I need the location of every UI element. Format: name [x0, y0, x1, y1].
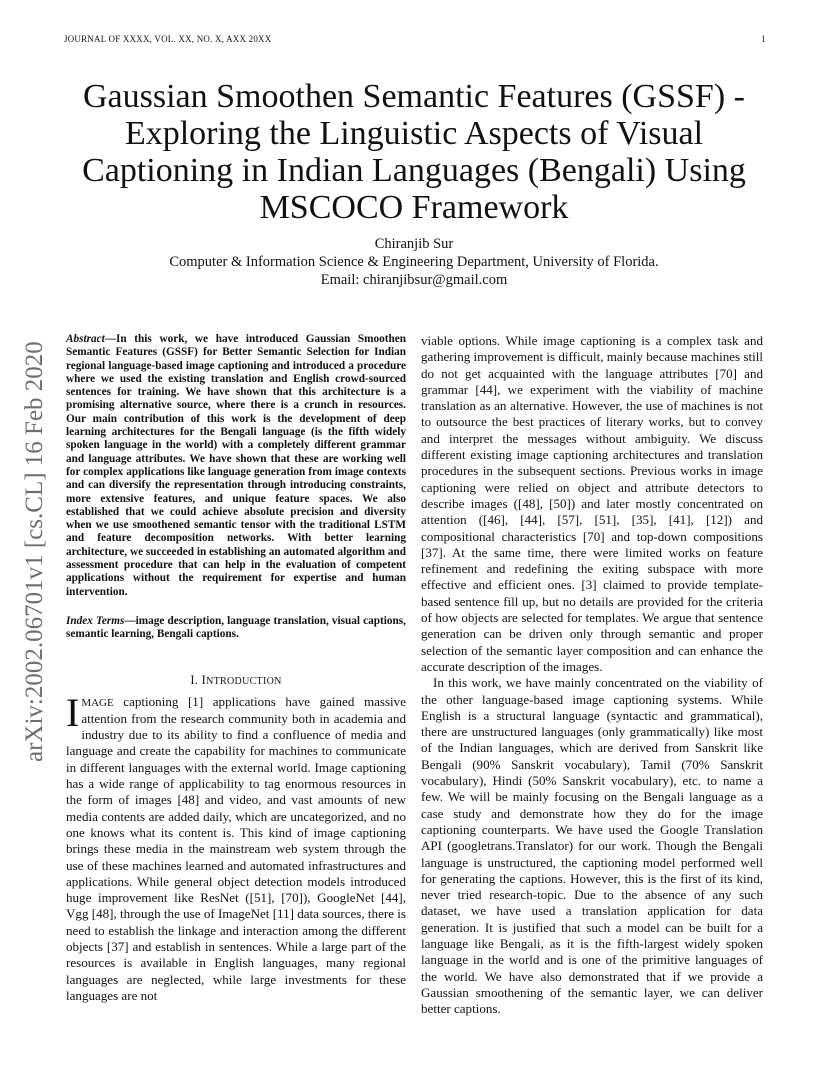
- arxiv-stamp: arXiv:2002.06701v1 [cs.CL] 16 Feb 2020: [21, 341, 48, 762]
- intro-lead-caps: MAGE: [81, 696, 114, 709]
- left-column: [66, 333, 406, 1004]
- right-column: [421, 333, 763, 1017]
- index-terms-text: —image description, language translation, visual captions, semantic learning, Bengali captions.: [66, 614, 406, 641]
- body-paragraph-2: In this work, we have mainly concentrated on the viability of the other language-based image captioning systems. While English is a structural language (syntactic and grammatical), there are unstructured languages (only grammatically) like most of the Indian languages, which are derived from Sanskrit like Bengali (90% Sanskrit vocabulary), Tamil (70% Sanskrit vocabulary), Hindi (50% Sanskrit vocabulary), etc. to name a few. We will be mainly focusing on the Bengali language as a case study and demonstrate how they do for the image captioning counterparts. We have used the Google Translation API (googletrans.Translator) for our work. Though the Bengali language is unstructured, the captioning model performed well for generating the captions. However, this is the first of its kind, never tried research-topic. Due to the absence of any such dataset, we have used a translation application for data generation. It is justified that such a model can be built for a language like Bengali, as it is the fifth-largest widely spoken language in the world and is one of the primitive languages of the world. We have also demonstrated that if we provide a Gaussian smoothening of the semantic layer, we can deliver better captions.: [421, 675, 763, 1017]
- author-name: Chiranjib Sur: [374, 236, 454, 252]
- body-paragraph-1: viable options. While image captioning is a complex task and gathering improvement is difficult, mainly because machines still do not get acquainted with the language attributes [70] and grammar [44], we experiment with the viability of machine translation as an alternative. However, the use of machines is not to outsource the best practices of literary works, but to convey and interpret the messages without ambiguity. We discuss different existing image captioning architectures and translation procedures in the subsequent sections. Previous works in image captioning were relied on object and attribute detectors to describe images ([48], [50]) and later mostly concentrated on attention ([46], [44], [57], [51], [35], [41], [12]) and compositional characteristics [70] and top-down compositions [37]. At the same time, there were limited works on feature refinement and redefining the exiting subspace with more effective and efficient ones. [3] claimed to provide template-based sentence fill up, but no details are provided for the criteria of how objects are selected for templates. We argue that sentence generation can be driven only through semantic and proper selection of the semantic layer composition and can enhance the accurate description of the images.: [421, 333, 763, 674]
- journal-name: JOURNAL OF XXXX, VOL. XX, NO. X, AXX 20XX: [64, 34, 272, 44]
- section-title-rest: NTRODUCTION: [206, 675, 282, 687]
- abstract-text: —In this work, we have introduced Gaussian Smoothen Semantic Features (GSSF) for Better Semantic Selection for Indian regional language-based image captioning and introduced a procedure where we used the existing translation and English crowd-sourced sentences for training. We have shown that this architecture is a promising alternative source, where there is a crunch in resources. Our main contribution of this work is the development of deep learning architectures for the Bengali language (is the fifth widely spoken language in the world) with a completely different grammar and language attributes. We have shown that these are working well for complex applications like language generation from image contexts and can diversify the representation through introducing constraints, more extensive features, and unique feature spaces. We also established that we could achieve absolute precision and diversity when we use smoothened semantic tensor with the traditional LSTM and feature decomposition networks. With better learning architecture, we succeeded in establishing an automated algorithm and assessment procedure that can help in the evaluation of competent applications without the requirement for expertise and human intervention.: [66, 333, 406, 598]
- drop-cap: I: [66, 689, 80, 735]
- section-first-letter: I: [201, 672, 207, 687]
- author-affiliation: Computer & Information Science & Engineering Department, University of Florida.: [169, 254, 659, 270]
- paper-title: Gaussian Smoothen Semantic Features (GSSF) - Exploring the Linguistic Aspects of Visual Captioning in Indian Languages (Bengali) Using MSCOCO Framework: [82, 78, 746, 226]
- author-email: Email: chiranjibsur@gmail.com: [320, 272, 508, 288]
- section-number: I.: [190, 672, 199, 687]
- section-heading: [66, 673, 406, 688]
- index-terms-label: Index Terms: [66, 614, 125, 627]
- abstract-label: Abstract: [66, 333, 105, 345]
- intro-paragraph: [66, 689, 406, 1005]
- abstract: [66, 333, 406, 599]
- index-terms: [66, 615, 406, 642]
- running-header: [64, 34, 766, 44]
- page-number: 1: [761, 34, 766, 44]
- intro-text: captioning [1] applications have gained massive attention from the research community both in academia and industry due to its ability to find a confluence of media and language and create the capability for machines to communicate in different languages with the external world. Image captioning has a wide range of applicability to tag enormous resources in the form of images [48] and video, and vast amounts of new media contents are added daily, which are uncategorized, and no one knows what its content is. This kind of image captioning brings these media in the mainstream web system through the use of these machines learned and automated infrastructures and applications. While general object detection models introduced huge improvement like ResNet ([51], [70]), GoogleNet [44], Vgg [48], through the use of ImageNet [11] data sources, there is need to establish the linkage and interaction among the different objects [37] and establish in sentences. While a large part of the resources is available in English languages, many regional languages are neglected, while large investments for these languages are not: [66, 693, 406, 1003]
